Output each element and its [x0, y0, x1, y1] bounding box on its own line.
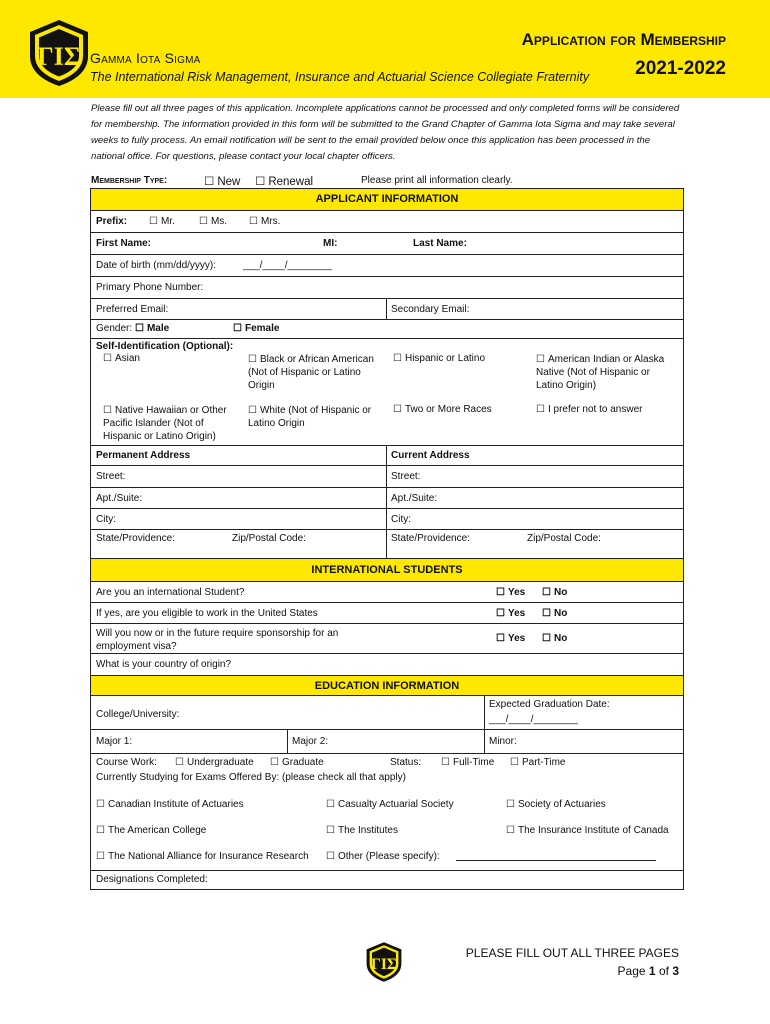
page-title: Application for Membership	[521, 30, 726, 49]
perm-state-field[interactable]: State/Providence:	[96, 533, 175, 544]
gamma-iota-sigma-crest-icon	[24, 18, 94, 88]
gender-label: Gender:	[96, 323, 133, 334]
last-name-field[interactable]: Last Name:	[413, 238, 467, 249]
exam-soa-checkbox[interactable]: ☐ Society of Actuaries	[506, 799, 606, 810]
gender-male-checkbox[interactable]: ☐ Male	[135, 323, 169, 334]
membership-type-label: Membership Type:	[91, 175, 168, 186]
major1-field[interactable]: Major 1:	[96, 736, 133, 747]
apt-row	[91, 488, 683, 509]
education-heading: EDUCATION INFORMATION	[314, 680, 460, 692]
applicant-section-header	[91, 189, 683, 211]
intl-q1-row	[91, 582, 683, 603]
part-time-checkbox[interactable]: ☐ Part-Time	[510, 757, 566, 768]
self-id-two-or-more-checkbox[interactable]: ☐ Two or More Races	[393, 404, 492, 415]
intl-q3-yes-checkbox[interactable]: ☐ Yes	[496, 633, 525, 644]
street-row	[91, 466, 683, 488]
first-name-field[interactable]: First Name:	[96, 238, 152, 249]
exam-cia-checkbox[interactable]: ☐ Canadian Institute of Actuaries	[96, 799, 244, 810]
membership-renewal-checkbox[interactable]: ☐ Renewal	[255, 174, 313, 188]
middle-initial-field[interactable]: MI:	[323, 238, 338, 249]
svg-text:ΓΙΣ: ΓΙΣ	[370, 956, 398, 974]
self-id-hispanic-checkbox[interactable]: ☐ Hispanic or Latino	[393, 353, 485, 364]
intl-q1-no-checkbox[interactable]: ☐ No	[542, 587, 567, 598]
state-zip-row	[91, 530, 683, 559]
exam-other-specify-line[interactable]	[456, 860, 656, 861]
page-total: 3	[672, 964, 679, 978]
college-row	[91, 696, 683, 730]
current-address-cell	[386, 446, 683, 465]
intl-q3-no-checkbox[interactable]: ☐ No	[542, 633, 567, 644]
exam-cas-checkbox[interactable]: ☐ Casualty Actuarial Society	[326, 799, 454, 810]
current-address-heading: Current Address	[391, 450, 470, 461]
minor-field[interactable]: Minor:	[489, 736, 517, 747]
exams-label: Currently Studying for Exams Offered By: (please check all that apply)	[96, 772, 406, 783]
fill-all-pages-note: PLEASE FILL OUT ALL THREE PAGES	[465, 946, 679, 960]
coursework-row	[91, 754, 683, 871]
application-form	[90, 188, 684, 890]
name-row[interactable]	[91, 233, 683, 255]
dob-field[interactable]: ___/____/________	[243, 260, 332, 271]
prefix-row	[91, 211, 683, 233]
prefix-ms-checkbox[interactable]: ☐ Ms.	[199, 216, 227, 227]
page-prefix: Page	[617, 964, 646, 978]
curr-apt-cell[interactable]	[386, 488, 683, 508]
intl-q2-row	[91, 603, 683, 624]
self-identification-row	[91, 339, 683, 446]
exam-other-checkbox[interactable]: ☐ Other (Please specify):	[326, 851, 440, 862]
page-indicator	[466, 962, 679, 980]
undergraduate-checkbox[interactable]: ☐ Undergraduate	[175, 757, 254, 768]
applicant-heading: APPLICANT INFORMATION	[315, 193, 459, 205]
svg-text:ΓΙΣ: ΓΙΣ	[37, 42, 81, 71]
curr-street-cell[interactable]	[386, 466, 683, 487]
perm-zip-field[interactable]: Zip/Postal Code:	[232, 533, 306, 544]
secondary-email-cell[interactable]	[386, 299, 683, 319]
graduate-checkbox[interactable]: ☐ Graduate	[270, 757, 324, 768]
intl-q2-text: If yes, are you eligible to work in the United States	[96, 608, 318, 619]
application-year: 2021-2022	[635, 58, 726, 79]
major2-field[interactable]: Major 2:	[292, 736, 329, 747]
intl-q2-yes-checkbox[interactable]: ☐ Yes	[496, 608, 525, 619]
city-row	[91, 509, 683, 530]
print-clearly-note: Please print all information clearly.	[361, 175, 513, 186]
exam-tac-checkbox[interactable]: ☐ The American College	[96, 825, 206, 836]
perm-city-field[interactable]: City:	[96, 514, 116, 525]
perm-apt-field[interactable]: Apt./Suite:	[96, 493, 143, 504]
membership-type-row	[91, 174, 683, 188]
intl-q1-yes-checkbox[interactable]: ☐ Yes	[496, 587, 525, 598]
page-current: 1	[648, 964, 656, 978]
full-time-checkbox[interactable]: ☐ Full-Time	[441, 757, 494, 768]
prefix-label: Prefix:	[96, 216, 128, 227]
exam-ti-checkbox[interactable]: ☐ The Institutes	[326, 825, 398, 836]
curr-apt-field[interactable]: Apt./Suite:	[391, 493, 438, 504]
country-of-origin-field[interactable]: What is your country of origin?	[96, 659, 232, 670]
grad-date-label: Expected Graduation Date:	[489, 699, 610, 710]
org-subtitle: The International Risk Management, Insurance and Actuarial Science Collegiate Fraternity	[90, 70, 590, 84]
intro-paragraph: Please fill out all three pages of this application. Incomplete applications cannot be processed and only completed forms will be considered for membership. The information provided in this form will be submitted to the Grand Chapter of Gamma Iota Sigma and may take several weeks to fully process. An email notification will be sent to the email provided below once this application has been processed in the national office. For questions, please contact your local chapter officers.	[91, 103, 680, 162]
secondary-email-field[interactable]: Secondary Email:	[391, 304, 470, 315]
international-heading: INTERNATIONAL STUDENTS	[311, 564, 463, 576]
org-name: Gamma Iota Sigma	[90, 50, 201, 66]
membership-new-checkbox[interactable]: ☐ New	[204, 174, 240, 188]
course-work-label: Course Work:	[96, 757, 157, 768]
major2-cell[interactable]	[287, 730, 484, 753]
curr-zip-field[interactable]: Zip/Postal Code:	[527, 533, 601, 544]
phone-field[interactable]: Primary Phone Number:	[96, 282, 204, 293]
exam-nair-checkbox[interactable]: ☐ The National Alliance for Insurance Research	[96, 851, 309, 862]
intl-q4-row[interactable]	[91, 654, 683, 676]
international-section-header	[91, 559, 683, 582]
self-id-pacific-islander-checkbox[interactable]: ☐ Native Hawaiian or Other Pacific Islander (Not of Hispanic or Latino Origin)	[103, 404, 239, 443]
dob-row[interactable]	[91, 255, 683, 277]
address-header-row	[91, 446, 683, 466]
self-id-label: Self-Identification (Optional):	[96, 341, 234, 352]
status-label: Status:	[390, 757, 422, 768]
designations-field[interactable]: Designations Completed:	[96, 874, 208, 885]
self-id-native-american-checkbox[interactable]: ☐ American Indian or Alaska Native (Not of Hispanic or Latino Origin)	[536, 353, 676, 392]
curr-state-field[interactable]: State/Providence:	[391, 533, 470, 544]
page-of: of	[658, 964, 669, 978]
perm-street-field[interactable]: Street:	[96, 471, 126, 482]
prefix-mr-checkbox[interactable]: ☐ Mr.	[149, 216, 175, 227]
curr-city-cell[interactable]	[386, 509, 683, 529]
curr-city-field[interactable]: City:	[391, 514, 411, 525]
grad-date-cell[interactable]	[484, 696, 683, 729]
designations-row[interactable]	[91, 871, 683, 890]
self-id-prefer-not-checkbox[interactable]: ☐ I prefer not to answer	[536, 404, 642, 415]
college-field[interactable]: College/University:	[96, 709, 180, 720]
phone-row[interactable]	[91, 277, 683, 299]
self-id-white-checkbox[interactable]: ☐ White (Not of Hispanic or Latino Origin	[248, 404, 384, 430]
minor-cell[interactable]	[484, 730, 683, 753]
prefix-mrs-checkbox[interactable]: ☐ Mrs.	[249, 216, 280, 227]
gender-female-checkbox[interactable]: ☐ Female	[233, 323, 279, 334]
education-section-header	[91, 676, 683, 696]
curr-street-field[interactable]: Street:	[391, 471, 421, 482]
intl-q2-no-checkbox[interactable]: ☐ No	[542, 608, 567, 619]
self-id-black-checkbox[interactable]: ☐ Black or African American (Not of Hispanic or Latino Origin	[248, 353, 380, 392]
permanent-address-heading: Permanent Address	[96, 450, 191, 461]
gamma-iota-sigma-crest-icon	[363, 940, 405, 984]
intl-q3-row	[91, 624, 683, 654]
dob-label: Date of birth (mm/dd/yyyy):	[96, 260, 217, 271]
intl-q1-text: Are you an international Student?	[96, 587, 245, 598]
intl-q3-text: Will you now or in the future require sponsorship for an employment visa?	[96, 628, 339, 652]
gender-row	[91, 320, 683, 339]
footer	[466, 944, 679, 980]
email-row	[91, 299, 683, 320]
curr-state-zip-cell	[386, 530, 683, 558]
preferred-email-field[interactable]: Preferred Email:	[96, 304, 169, 315]
exam-iic-checkbox[interactable]: ☐ The Insurance Institute of Canada	[506, 825, 669, 836]
header-banner	[0, 0, 770, 98]
grad-date-field[interactable]: ___/____/________	[489, 714, 578, 725]
major-row	[91, 730, 683, 754]
self-id-asian-checkbox[interactable]: ☐ Asian	[103, 353, 140, 364]
